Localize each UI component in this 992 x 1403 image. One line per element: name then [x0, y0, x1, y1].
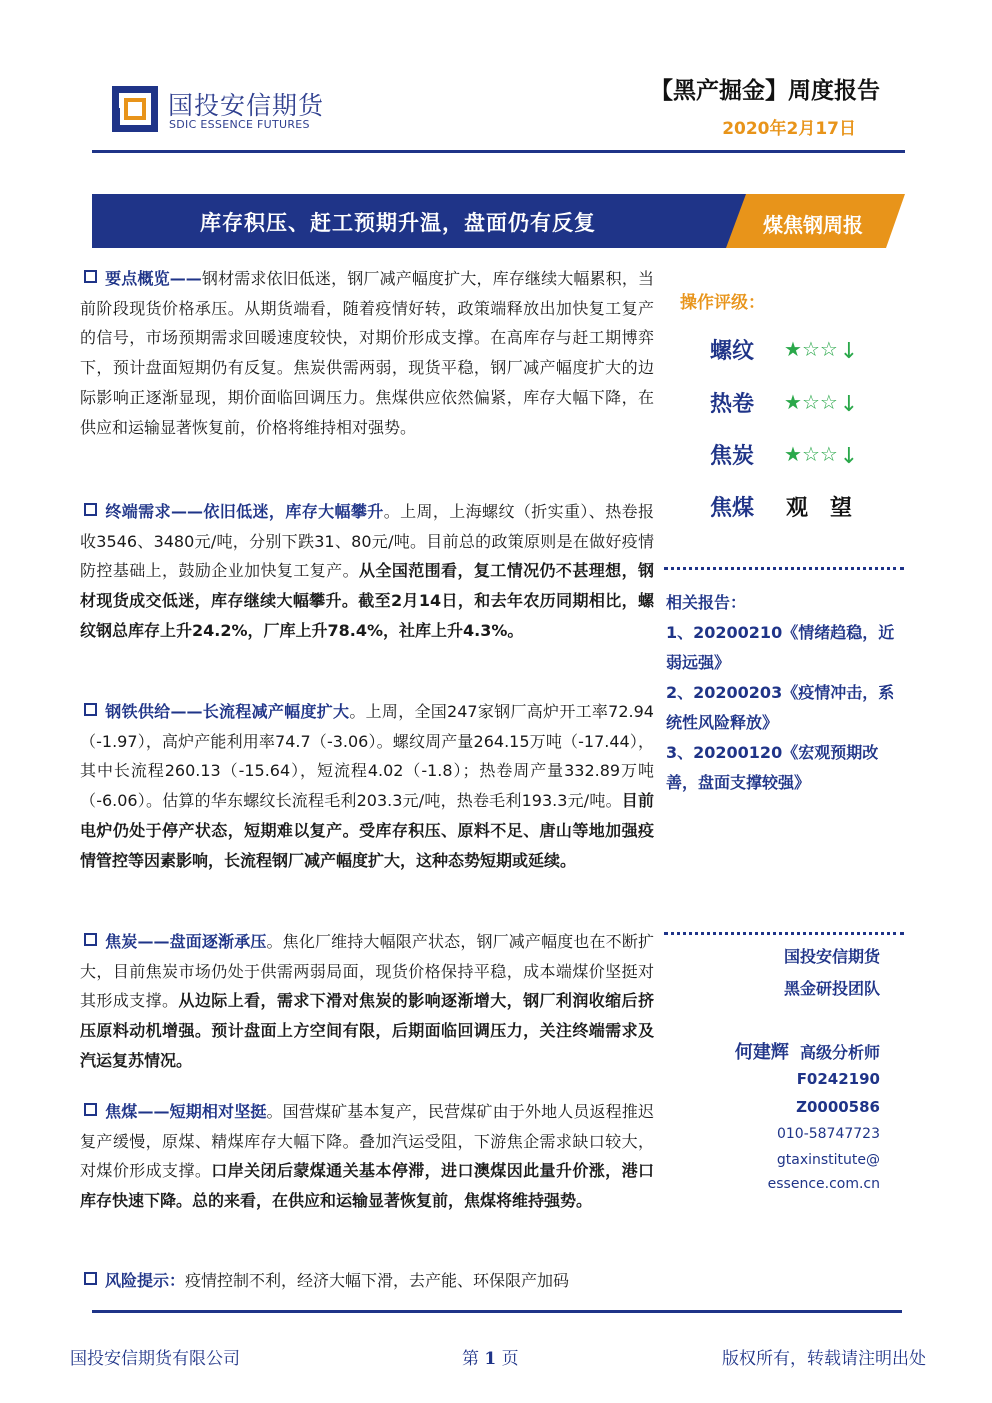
section-supply [80, 697, 654, 875]
rating-product: 螺纹 [710, 339, 755, 364]
square-bullet-icon [84, 933, 97, 946]
section-highlight: 目前电炉仍处于停产状态，短期难以复产。受库存积压、原料不足、唐山等地加强疫情管控等因素影响，长流程钢厂减产幅度扩大，这种态势短期或延续。 [80, 791, 654, 870]
dotted-divider [664, 932, 904, 935]
header-divider [92, 150, 905, 153]
section-highlight: 从全国范围看，复工情况仍不甚理想，钢材现货成交低迷，库存继续大幅攀升。截至2月14日，和去年农历同期相比，螺纹钢总库存上升24.2%，厂库上升78.4%，社库上升4.3%。 [80, 561, 654, 640]
section-risk [80, 1266, 654, 1296]
page-number: 第 1 页 [462, 1349, 519, 1369]
section-text: 。焦化厂维持大幅限产状态，钢厂减产幅度也在不断扩大，目前焦炭市场仍处于供需两弱局面，现货价格保持平稳，成本端煤价坚挺对其形成支撑。 [80, 932, 654, 1011]
section-keyword: 钢铁供给——长流程减产幅度扩大 [105, 702, 350, 721]
section-keyword: 焦炭——盘面逐渐承压 [105, 932, 267, 951]
logo-text-cn: 国投安信期货 [168, 91, 325, 120]
report-date: 2020年2月17日 [722, 119, 856, 139]
section-text: 疫情控制不利，经济大幅下滑，去产能、环保限产加码 [185, 1271, 570, 1290]
logo-text-en: SDIC ESSENCE FUTURES [169, 118, 310, 131]
section-highlight: 口岸关闭后蒙煤通关基本停滞，进口澳煤因此量升价涨，港口库存快速下降。总的来看，在供应和运输显著恢复前，焦煤将维持强势。 [80, 1161, 654, 1211]
star-rating-icon: ★☆☆ [784, 442, 838, 466]
section-summary [80, 264, 654, 442]
rating-coking-coal [710, 491, 874, 527]
rating-coke [710, 439, 858, 475]
section-keyword: 风险提示： [105, 1271, 186, 1290]
analyst [735, 1038, 880, 1064]
section-demand [80, 497, 654, 646]
section-coke [80, 927, 654, 1076]
section-coal [80, 1097, 654, 1216]
report-headline: 库存积压、赶工预期升温，盘面仍有反复 [200, 211, 596, 235]
related-report-link[interactable]: 2、20200203《疫情冲击，系统性风险释放》 [666, 683, 895, 732]
rating-product: 热卷 [710, 392, 755, 417]
down-arrow-icon: ↓ [839, 444, 859, 469]
footer-copyright: 版权所有，转载请注明出处 [722, 1349, 926, 1369]
rating-label: 操作评级： [680, 293, 765, 313]
down-arrow-icon: ↓ [839, 339, 859, 364]
star-rating-icon: ★☆☆ [784, 390, 838, 414]
section-highlight: 从边际上看，需求下滑对焦炭的影响逐渐增大，钢厂利润收缩后挤压原料动机增强。预计盘面上方空间有限，后期面临回调压力，关注终端需求及汽运复苏情况。 [80, 991, 654, 1070]
square-bullet-icon [84, 1103, 97, 1116]
company-logo [110, 84, 330, 134]
related-report-link[interactable]: 3、20200120《宏观预期改善，盘面支撑较强》 [666, 743, 879, 792]
dotted-divider [664, 567, 904, 570]
license-number: Z0000586 [796, 1098, 880, 1116]
star-rating-icon: ★☆☆ [784, 337, 838, 361]
analyst-name: 何建辉 [734, 1042, 789, 1063]
section-text: 。上周，全国247家钢厂高炉开工率72.94（-1.97），高炉产能利用率74.7（-3.06）。螺纹周产量264.15万吨（-17.44），其中长流程260.13（-15.64），短流程4.02（-1.8）；热卷周产量332.89万吨（-6.06）。估算的华东螺纹长流程毛利203.3元/吨，热卷毛利193.3元/吨。 [80, 702, 654, 811]
square-bullet-icon [84, 1272, 97, 1285]
related-label: 相关报告： [666, 593, 747, 612]
email-line[interactable]: essence.com.cn [767, 1176, 880, 1192]
rating-product: 焦煤 [710, 496, 755, 521]
square-bullet-icon [84, 703, 97, 716]
section-text: 。上周，上海螺纹（折实重）、热卷报收3546、3480元/吨，分别下跌31、80元/吨。目前总的政策原则是在做好疫情防控基础上，鼓励企业加快复工复产。 [80, 502, 654, 581]
org-name: 国投安信期货 [783, 947, 880, 966]
down-arrow-icon: ↓ [839, 392, 859, 417]
section-keyword: 终端需求——依旧低迷，库存大幅攀升 [105, 502, 384, 521]
related-reports [666, 588, 906, 798]
team-name: 黑金研投团队 [783, 979, 880, 998]
rating-outlook: 观望 [786, 496, 875, 521]
phone-number: 010-58747723 [776, 1126, 880, 1142]
square-bullet-icon [84, 503, 97, 516]
rating-rebar [710, 334, 858, 370]
report-type: 【黑产掘金】周度报告 [650, 78, 880, 104]
section-keyword: 焦煤——短期相对坚挺 [105, 1102, 267, 1121]
license-number: F0242190 [796, 1070, 880, 1088]
square-bullet-icon [84, 270, 97, 283]
rating-hot-coil [710, 387, 858, 423]
analyst-title: 高级分析师 [799, 1043, 880, 1062]
footer-divider [92, 1310, 902, 1313]
section-text: 钢材需求依旧低迷，钢厂减产幅度扩大，库存继续大幅累积，当前阶段现货价格承压。从期货端看，随着疫情好转，政策端释放出加快复工复产的信号，市场预期需求回暖速度较快，对期价形成支撑。在高库存与赶工期博弈下，预计盘面短期仍有反复。焦炭供需两弱，现货平稳，钢厂减产幅度扩大的边际影响正逐渐显现，期价面临回调压力。焦煤供应依然偏紧，库存大幅下降，在供应和运输显著恢复前，价格将维持相对强势。 [80, 269, 654, 437]
section-keyword: 要点概览—— [105, 269, 202, 288]
footer-company: 国投安信期货有限公司 [70, 1349, 240, 1369]
email-line[interactable]: gtaxinstitute@ [776, 1152, 880, 1168]
section-text: 。国营煤矿基本复产，民营煤矿由于外地人员返程推迟复产缓慢，原煤、精煤库存大幅下降。叠加汽运受阻，下游焦企需求缺口较大，对煤价形成支撑。 [80, 1102, 654, 1181]
report-category: 煤焦钢周报 [763, 213, 863, 237]
related-report-link[interactable]: 1、20200210《情绪趋稳，近弱远强》 [666, 623, 895, 672]
rating-product: 焦炭 [710, 444, 755, 469]
logo-mark-icon [110, 84, 160, 134]
